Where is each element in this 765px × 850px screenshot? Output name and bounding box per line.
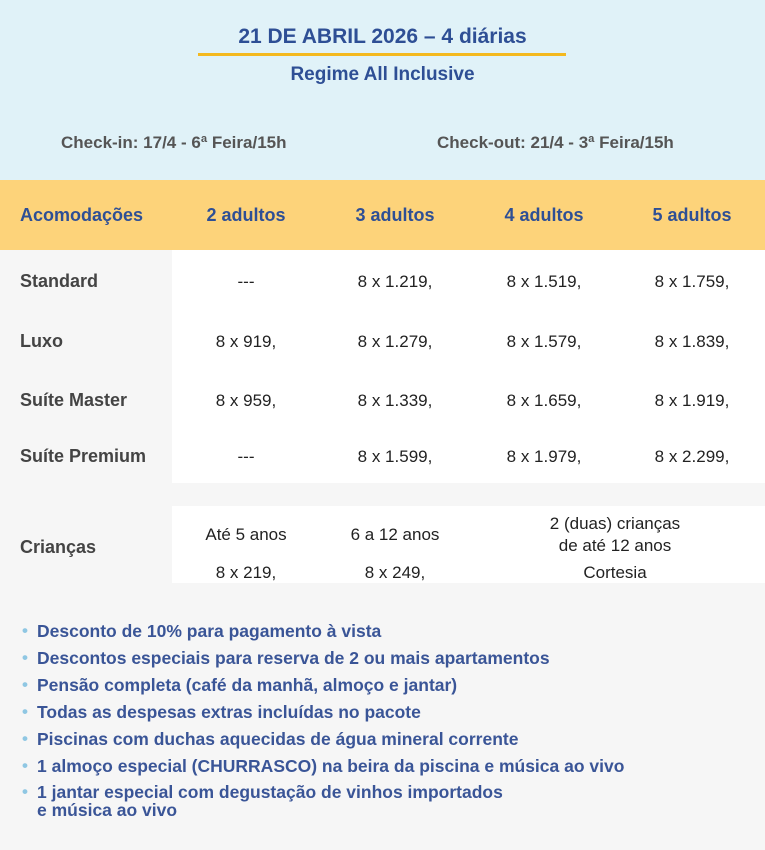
children-age-6-12: 6 a 12 anos [350, 525, 440, 544]
column-header-2-adults: 2 adultos [206, 205, 286, 225]
table-cell: 8 x 919, [215, 332, 277, 351]
list-item: • Pensão completa (café da manhã, almoço e jantar) [22, 675, 458, 695]
list-item: • Descontos especiais para reserva de 2 ou mais apartamentos [22, 648, 550, 668]
column-header-3-adults: 3 adultos [355, 205, 435, 225]
bullet-dot-icon: • [22, 675, 28, 694]
bullet-dot-icon: • [22, 756, 28, 775]
benefits-list [22, 621, 624, 826]
table-cell: 8 x 1.519, [506, 272, 582, 291]
table-cell: 8 x 1.839, [654, 332, 730, 351]
table-cell: 8 x 959, [215, 391, 277, 410]
list-item: • Desconto de 10% para pagamento à vista [22, 621, 382, 641]
children-price-6-12: 8 x 249, [364, 563, 426, 582]
table-cell: 8 x 1.659, [506, 391, 582, 410]
bullet-dot-icon: • [22, 702, 28, 721]
table-cell: 8 x 1.279, [357, 332, 433, 351]
list-item: • 1 almoço especial (CHURRASCO) na beira da piscina e música ao vivo [22, 756, 625, 776]
table-cell: --- [237, 447, 255, 466]
title-underline [198, 53, 566, 56]
list-item: • Piscinas com duchas aquecidas de água mineral corrente [22, 729, 519, 749]
children-price-up-to-5: 8 x 219, [215, 563, 277, 582]
table-cell: 8 x 1.979, [506, 447, 582, 466]
check-out-info: Check-out: 21/4 - 3ª Feira/15h [437, 133, 674, 152]
table-cell: --- [237, 272, 255, 291]
table-cell: 8 x 1.919, [654, 391, 730, 410]
page-subtitle: Regime All Inclusive [290, 64, 475, 85]
row-label-suite-premium: Suíte Premium [20, 446, 147, 466]
row-label-suite-master: Suíte Master [20, 390, 128, 410]
table-cell: 8 x 2.299, [654, 447, 730, 466]
list-item: • 1 jantar especial com degustação de vinhos importados e música ao vivo [22, 782, 503, 820]
table-cell: 8 x 1.599, [357, 447, 433, 466]
table-cell: 8 x 1.339, [357, 391, 433, 410]
table-header [0, 180, 765, 250]
column-header-accommodations: Acomodações [20, 205, 144, 225]
children-courtesy-line1: 2 (duas) crianças [549, 514, 681, 533]
children-courtesy-line2: de até 12 anos [558, 536, 672, 555]
table-cell: 8 x 1.579, [506, 332, 582, 351]
check-in-info: Check-in: 17/4 - 6ª Feira/15h [61, 133, 287, 152]
row-label-standard: Standard [20, 271, 99, 291]
column-header-5-adults: 5 adultos [652, 205, 732, 225]
bullet-dot-icon: • [22, 729, 28, 748]
bullet-dot-icon: • [22, 782, 28, 801]
children-age-up-to-5: Até 5 anos [205, 525, 287, 544]
header-panel [0, 0, 765, 180]
column-header-4-adults: 4 adultos [504, 205, 584, 225]
row-label-luxo: Luxo [20, 331, 63, 351]
bullet-dot-icon: • [22, 648, 28, 667]
bullet-dot-icon: • [22, 621, 28, 640]
table-cell: 8 x 1.219, [357, 272, 433, 291]
children-label: Crianças [20, 537, 97, 557]
children-courtesy-value: Cortesia [583, 563, 647, 582]
table-cell: 8 x 1.759, [654, 272, 730, 291]
list-item: • Todas as despesas extras incluídas no pacote [22, 702, 421, 722]
page-title: 21 DE ABRIL 2026 – 4 diárias [238, 25, 527, 48]
